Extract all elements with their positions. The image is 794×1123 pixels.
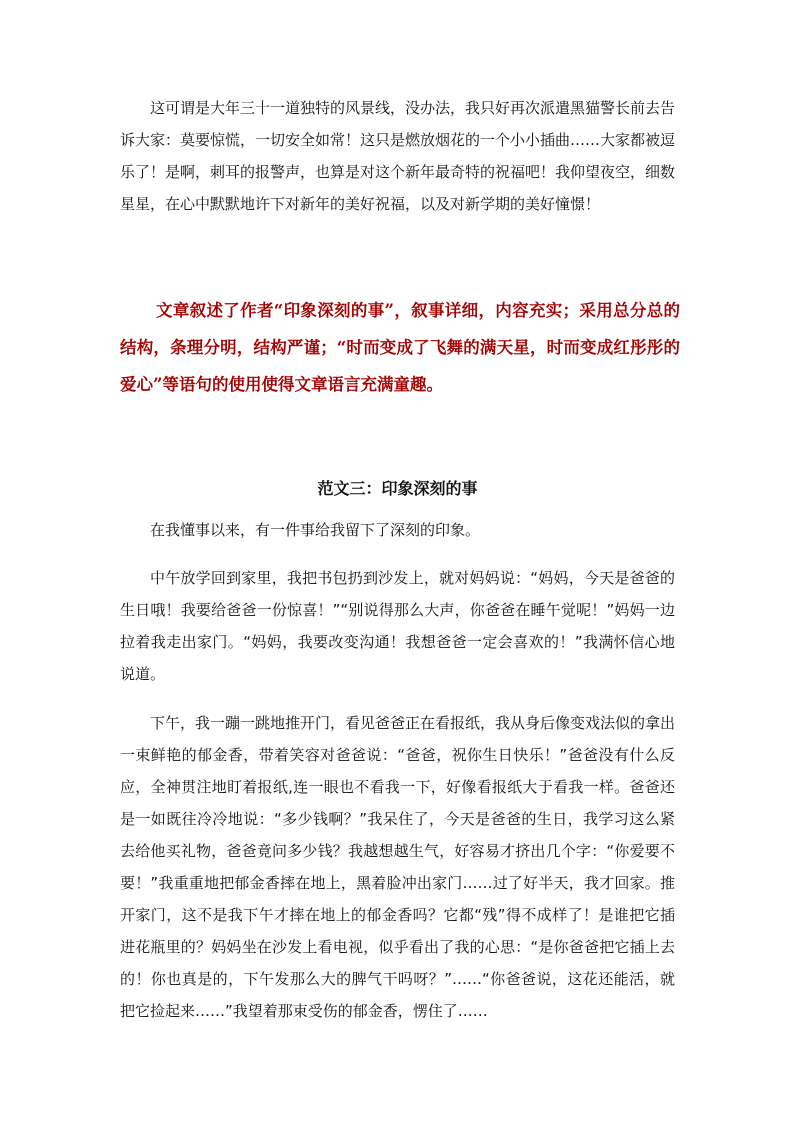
- teacher-comment: 文章叙述了作者“印象深刻的事”，叙事详细，内容充实；采用总分总的结构，条理分明，结构严谨；“时而变成了飞舞的满天星，时而变成红彤彤的爱心”等语句的使用使得文章语言充满童趣。: [120, 301, 680, 394]
- paragraph-new-year-ending: 这可谓是大年三十一道独特的风景线，没办法，我只好再次派遣黑猫警长前去告诉大家：莫要惊慌，一切安全如常！这只是燃放烟花的一个小小插曲……大家都被逗乐了！是啊，刺耳的报警声，也算是对这个新年最奇特的祝福吧！我仰望夜空，细数星星，在心中默默地许下对新年的美好祝福，以及对新学期的美好憧憬！: [120, 99, 676, 213]
- essay-heading: 范文三：印象深刻的事: [317, 479, 478, 498]
- paragraph-noon: 中午放学回到家里，我把书包扔到沙发上，就对妈妈说：“妈妈，今天是爸爸的生日哦！我要给爸爸一份惊喜！”“别说得那么大声，你爸爸在睡午觉呢！”妈妈一边拉着我走出家门。“妈妈，我要改变沟通！我想爸爸一定会喜欢的！”我满怀信心地说道。: [120, 569, 675, 683]
- paragraph-intro: 在我懂事以来，有一件事给我留下了深刻的印象。: [150, 521, 481, 539]
- paragraph-afternoon: 下午，我一蹦一跳地推开门，看见爸爸正在看报纸，我从身后像变戏法似的拿出一束鲜艳的郁金香，带着笑容对爸爸说：“爸爸，祝你生日快乐！”爸爸没有什么反应，全神贯注地盯着报纸,连一眼也不看我一下，好像看报纸大于看我一样。爸爸还是一如既往冷冷地说：“多少钱啊？”我呆住了，今天是爸爸的生日，我学习这么紧去给他买礼物，爸爸竟问多少钱？我越想越生气，好容易才挤出几个字：“你爱要不要！”我重重地把郁金香摔在地上，黑着脸冲出家门……过了好半天，我才回家。推开家门，这不是我下午才摔在地上的郁金香吗？它都“残”得不成样了！是谁把它插进花瓶里的？妈妈坐在沙发上看电视，似乎看出了我的心思：“是你爸爸把它插上去的！你也真是的，下午发那么大的脾气干吗呀？”……“你爸爸说，这花还能活，就把它捡起来……”我望着那束受伤的郁金香，愣住了……: [120, 714, 676, 1020]
